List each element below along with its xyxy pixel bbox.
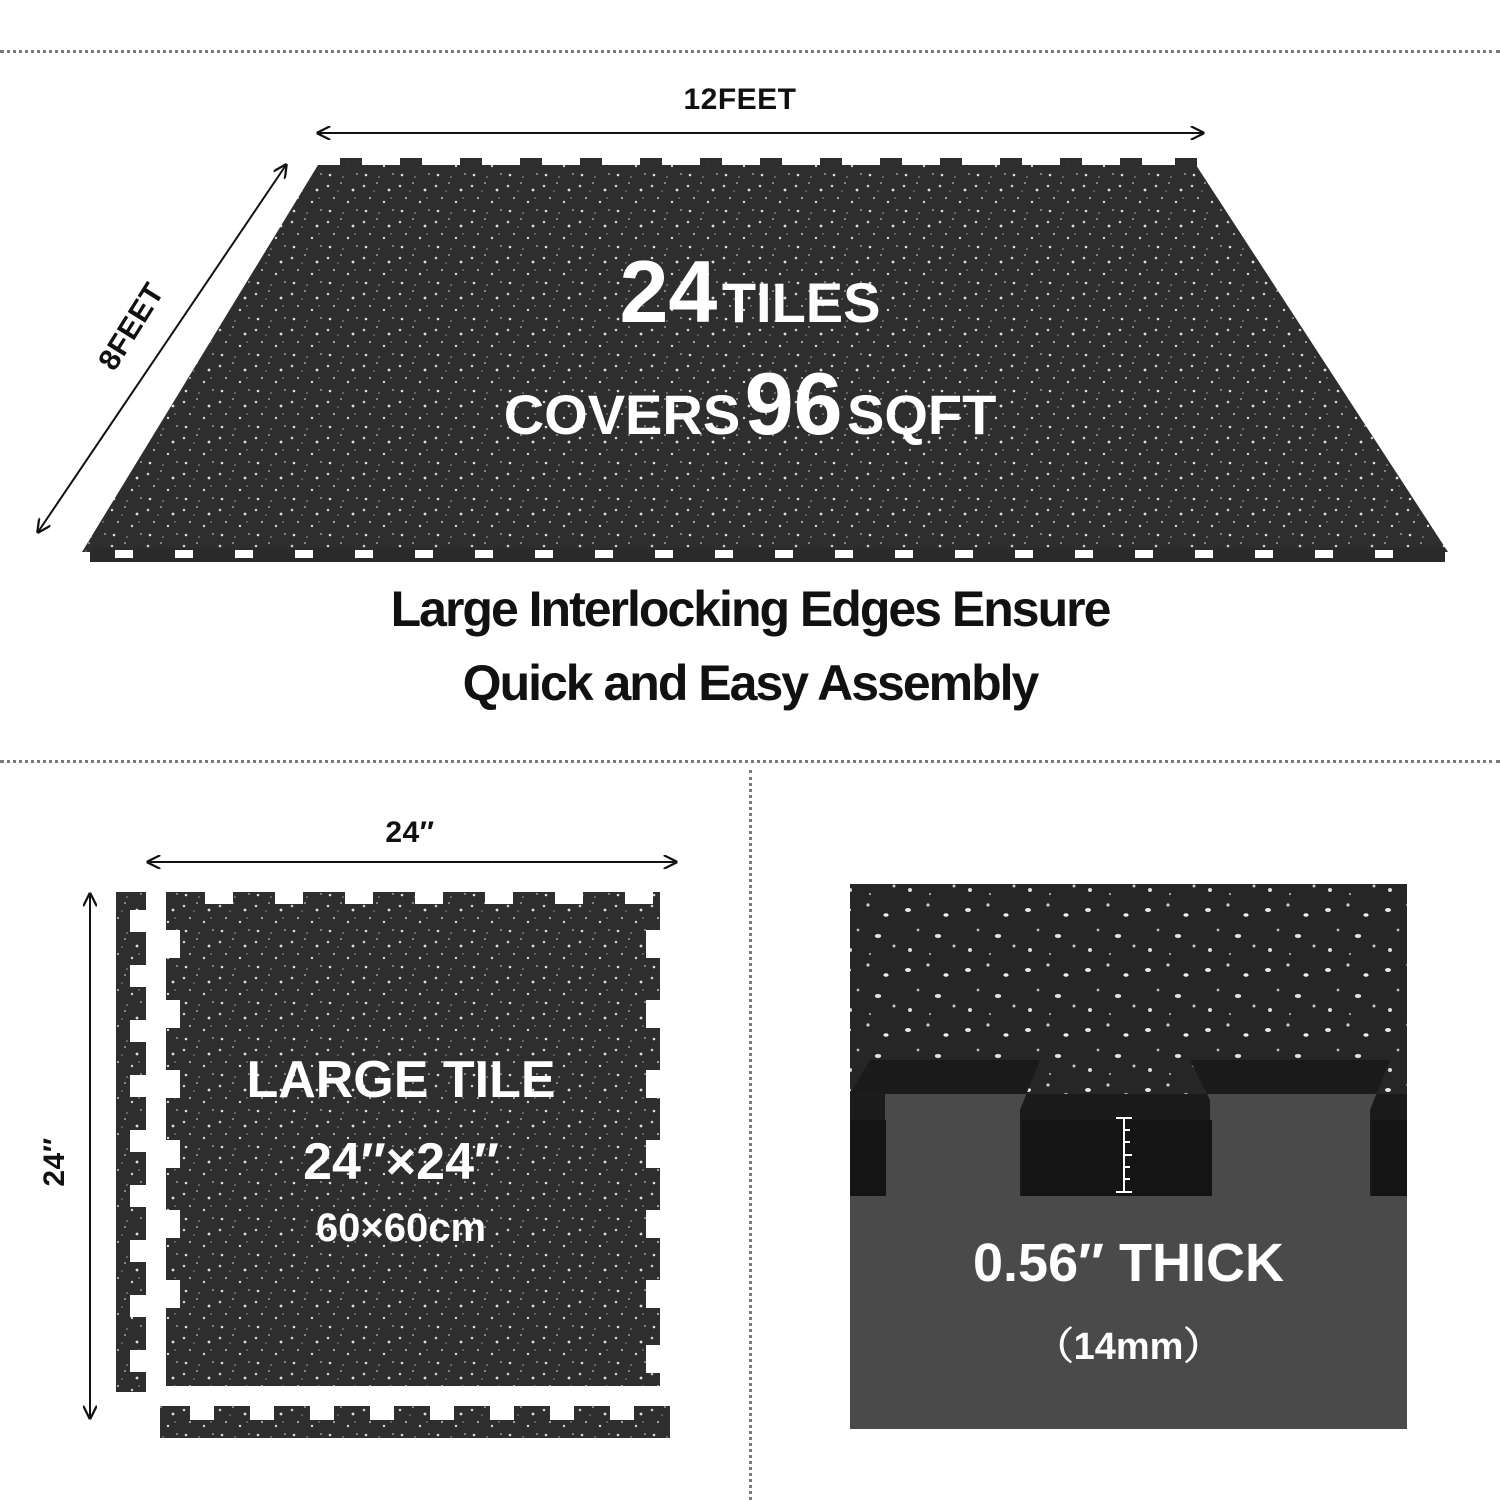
tile-height-label: 24″ bbox=[38, 1137, 71, 1187]
bottom-border-strip bbox=[160, 1406, 670, 1438]
tile-size-cm: 60×60cm bbox=[315, 1206, 487, 1250]
headline-line-1: Large Interlocking Edges Ensure bbox=[390, 581, 1110, 637]
floor-edge-teeth bbox=[340, 158, 1197, 167]
depth-label: 8FEET bbox=[92, 277, 171, 377]
tiles-number: 24 bbox=[619, 242, 718, 341]
headline-line-2: Quick and Easy Assembly bbox=[462, 655, 1038, 711]
tile-size-inches: 24″×24″ bbox=[303, 1133, 499, 1191]
area-number: 96 bbox=[744, 354, 843, 453]
thickness-metric: （14mm） bbox=[1035, 1326, 1222, 1368]
thickness-label: 0.56″ THICK bbox=[973, 1233, 1284, 1293]
floor-bottom-teeth bbox=[90, 548, 1445, 562]
vertical-divider bbox=[749, 770, 752, 1500]
tiles-count bbox=[400, 244, 1100, 366]
middle-divider bbox=[0, 760, 1500, 763]
tiles-word: TILES bbox=[721, 271, 881, 334]
tile-title: LARGE TILE bbox=[246, 1051, 556, 1109]
area-unit: SQFT bbox=[846, 383, 997, 446]
width-label: 12FEET bbox=[683, 83, 797, 116]
top-divider bbox=[0, 50, 1500, 53]
tile-width-label: 24″ bbox=[385, 816, 435, 849]
covers-word: COVERS bbox=[503, 383, 741, 446]
coverage bbox=[350, 356, 1150, 478]
